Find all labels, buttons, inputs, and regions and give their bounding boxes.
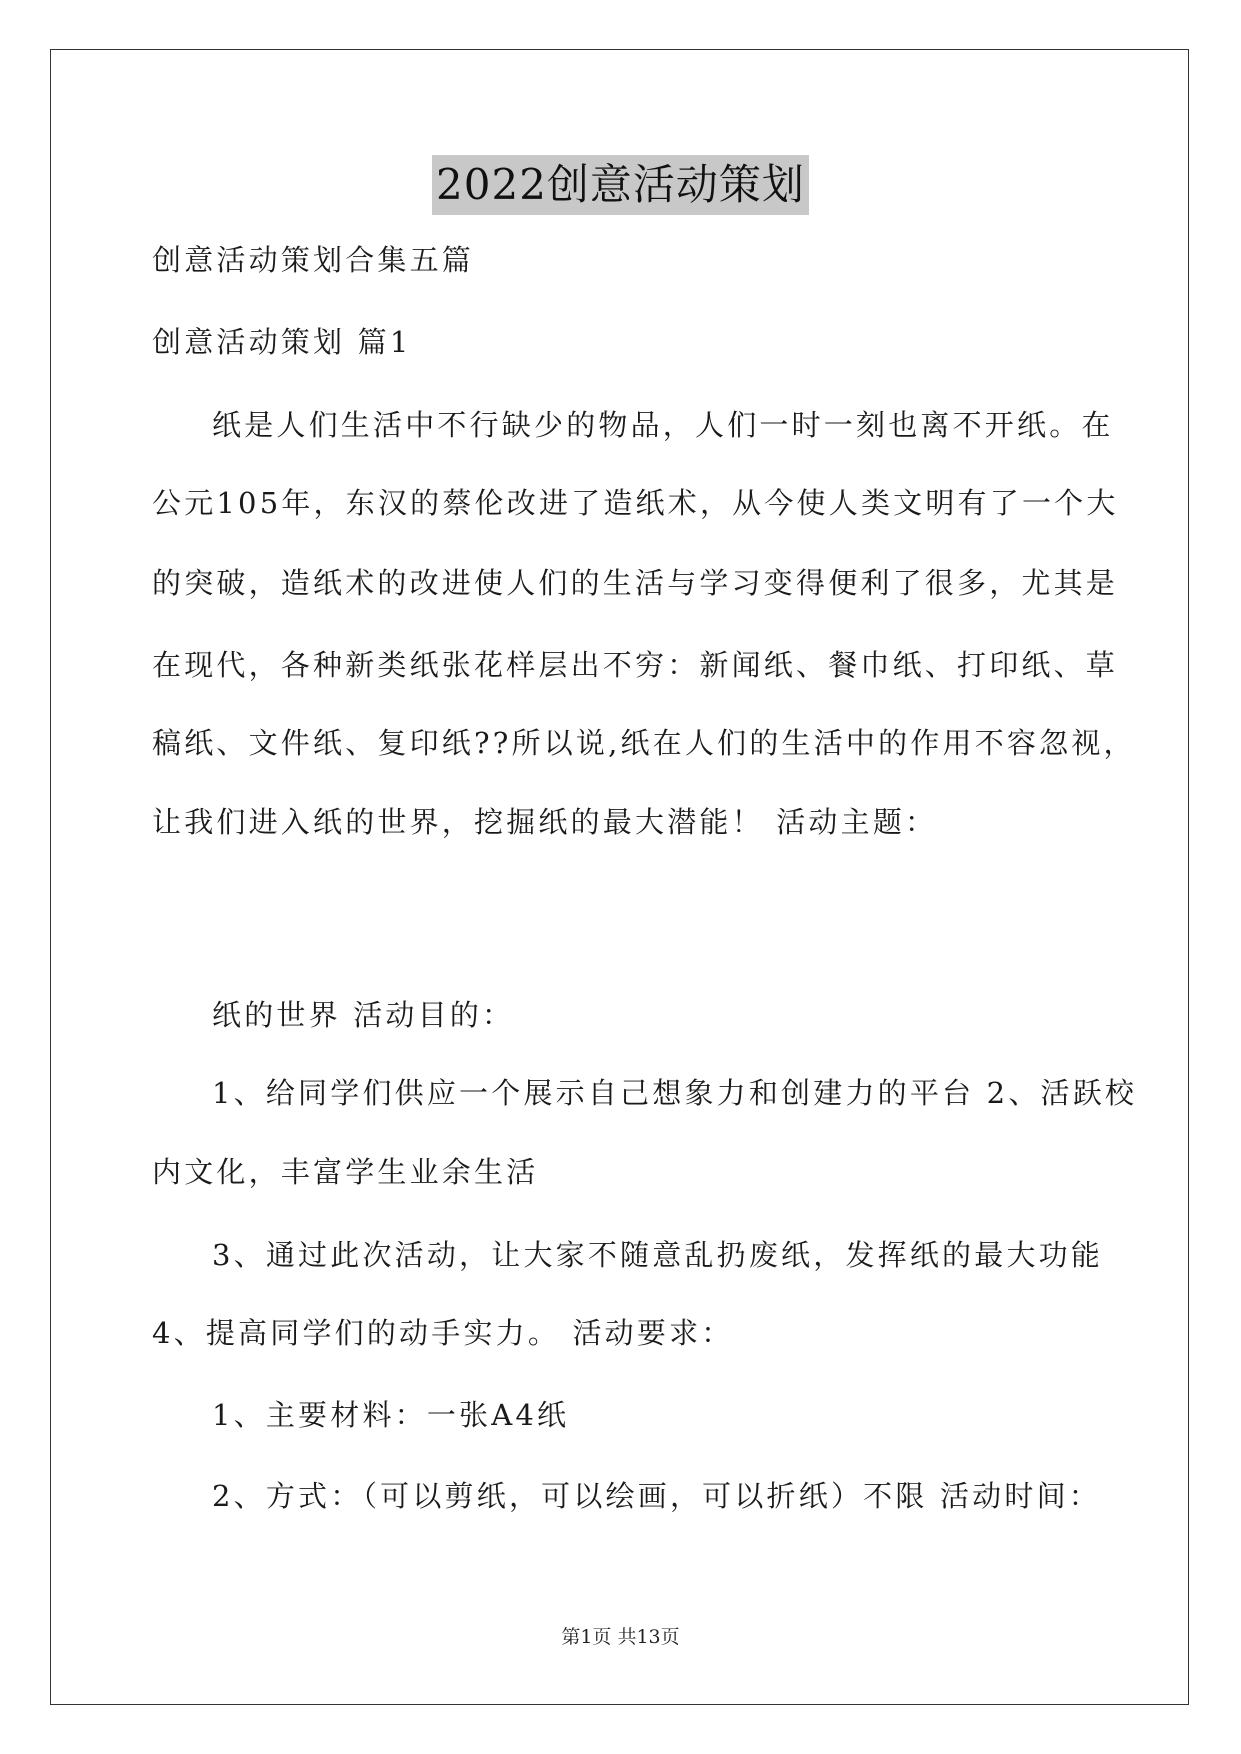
paragraph-line: 公元105年，东汉的蔡伦改进了造纸术，从今使人类文明有了一个大 [152,486,1119,520]
paragraph-line: 2、方式：（可以剪纸，可以绘画，可以折纸）不限 活动时间： [212,1479,1101,1513]
paragraph-line: 的突破，造纸术的改进使人们的生活与学习变得便利了很多，尤其是 [152,566,1119,600]
paragraph-line: 4、提高同学们的动手实力。 活动要求： [152,1316,734,1350]
paragraph-line: 在现代，各种新类纸张花样层出不穷：新闻纸、餐巾纸、打印纸、草 [152,648,1119,682]
page-footer: 第1页 共13页 [561,1626,680,1648]
section-heading: 创意活动策划 篇1 [152,325,412,359]
paragraph-line: 稿纸、文件纸、复印纸??所以说,纸在人们的生活中的作用不容忽视， [152,726,1136,760]
paragraph-line: 1、主要材料：一张A4纸 [212,1398,570,1432]
document-title [0,155,1241,215]
page-border [50,49,1189,1705]
paragraph-line: 让我们进入纸的世界，挖掘纸的最大潜能！ 活动主题： [152,805,938,839]
paragraph-line: 纸是人们生活中不行缺少的物品，人们一时一刻也离不开纸。在 [212,408,1114,442]
document-title-text: 2022创意活动策划 [432,155,809,215]
paragraph-line: 内文化，丰富学生业余生活 [152,1155,539,1189]
collection-heading: 创意活动策划合集五篇 [152,243,475,277]
paragraph-line: 纸的世界 活动目的： [212,998,515,1032]
paragraph-line: 1、给同学们供应一个展示自己想象力和创建力的平台 2、活跃校 [212,1076,1138,1110]
paragraph-line: 3、通过此次活动，让大家不随意乱扔废纸，发挥纸的最大功能 [212,1238,1104,1272]
